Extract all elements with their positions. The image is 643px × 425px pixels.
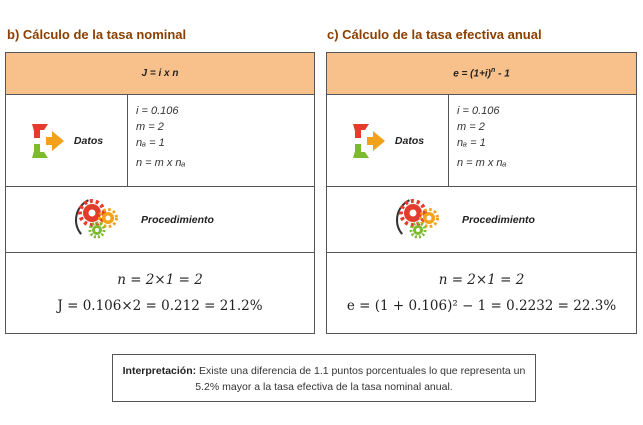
- section-b-title: b) Cálculo de la tasa nominal: [7, 27, 187, 42]
- datos-cell: [6, 95, 128, 186]
- procedimiento-row: [327, 187, 636, 253]
- formula-text: J = i x n: [141, 68, 179, 79]
- interpretation-text: Existe una diferencia de 1.1 puntos porcentuales lo que representa un 5.2% mayor a la tasa efectiva de la tasa nominal anual.: [195, 365, 526, 393]
- section-c-title: c) Cálculo de la tasa efectiva anual: [327, 27, 542, 42]
- results-row: [327, 253, 636, 333]
- procedimiento-label: Procedimiento: [141, 213, 214, 226]
- results-row: [6, 253, 314, 333]
- result-n: n = 2×1 = 2: [117, 272, 203, 288]
- datos-label: Datos: [394, 134, 425, 147]
- datos-row: [6, 95, 314, 187]
- formula-header: [6, 53, 314, 95]
- datos-n: n = m x nₐ: [136, 157, 186, 169]
- datos-values: [449, 95, 636, 186]
- result-e: e = (1 + 0.106)² − 1 = 0.2232 = 22.3%: [346, 298, 617, 314]
- datos-i: i = 0.106: [457, 105, 500, 117]
- arrows-triangle-icon: [30, 121, 66, 161]
- datos-n: n = m x nₐ: [457, 157, 507, 169]
- datos-na: nₐ = 1: [457, 137, 486, 149]
- datos-row: [327, 95, 636, 187]
- datos-m: m = 2: [457, 121, 485, 133]
- arrows-triangle-icon: [351, 121, 387, 161]
- formula-header: [327, 53, 636, 95]
- nominal-rate-table: [5, 52, 315, 334]
- datos-m: m = 2: [136, 121, 164, 133]
- gears-icon: [394, 195, 444, 245]
- datos-i: i = 0.106: [136, 105, 179, 117]
- interpretation-label: Interpretación:: [122, 365, 197, 377]
- interpretation-box: [112, 354, 536, 402]
- procedimiento-row: [6, 187, 314, 253]
- effective-rate-table: [326, 52, 637, 334]
- formula-text: $e = (1+i)^n - 1$: [453, 67, 510, 80]
- datos-values: [128, 95, 314, 186]
- result-n: n = 2×1 = 2: [438, 272, 525, 288]
- datos-cell: [327, 95, 449, 186]
- result-j: J = 0.106×2 = 0.212 = 21.2%: [57, 298, 263, 314]
- datos-na: nₐ = 1: [136, 137, 165, 149]
- procedimiento-label: Procedimiento: [462, 213, 535, 226]
- gears-icon: [73, 195, 123, 245]
- datos-label: Datos: [73, 134, 104, 147]
